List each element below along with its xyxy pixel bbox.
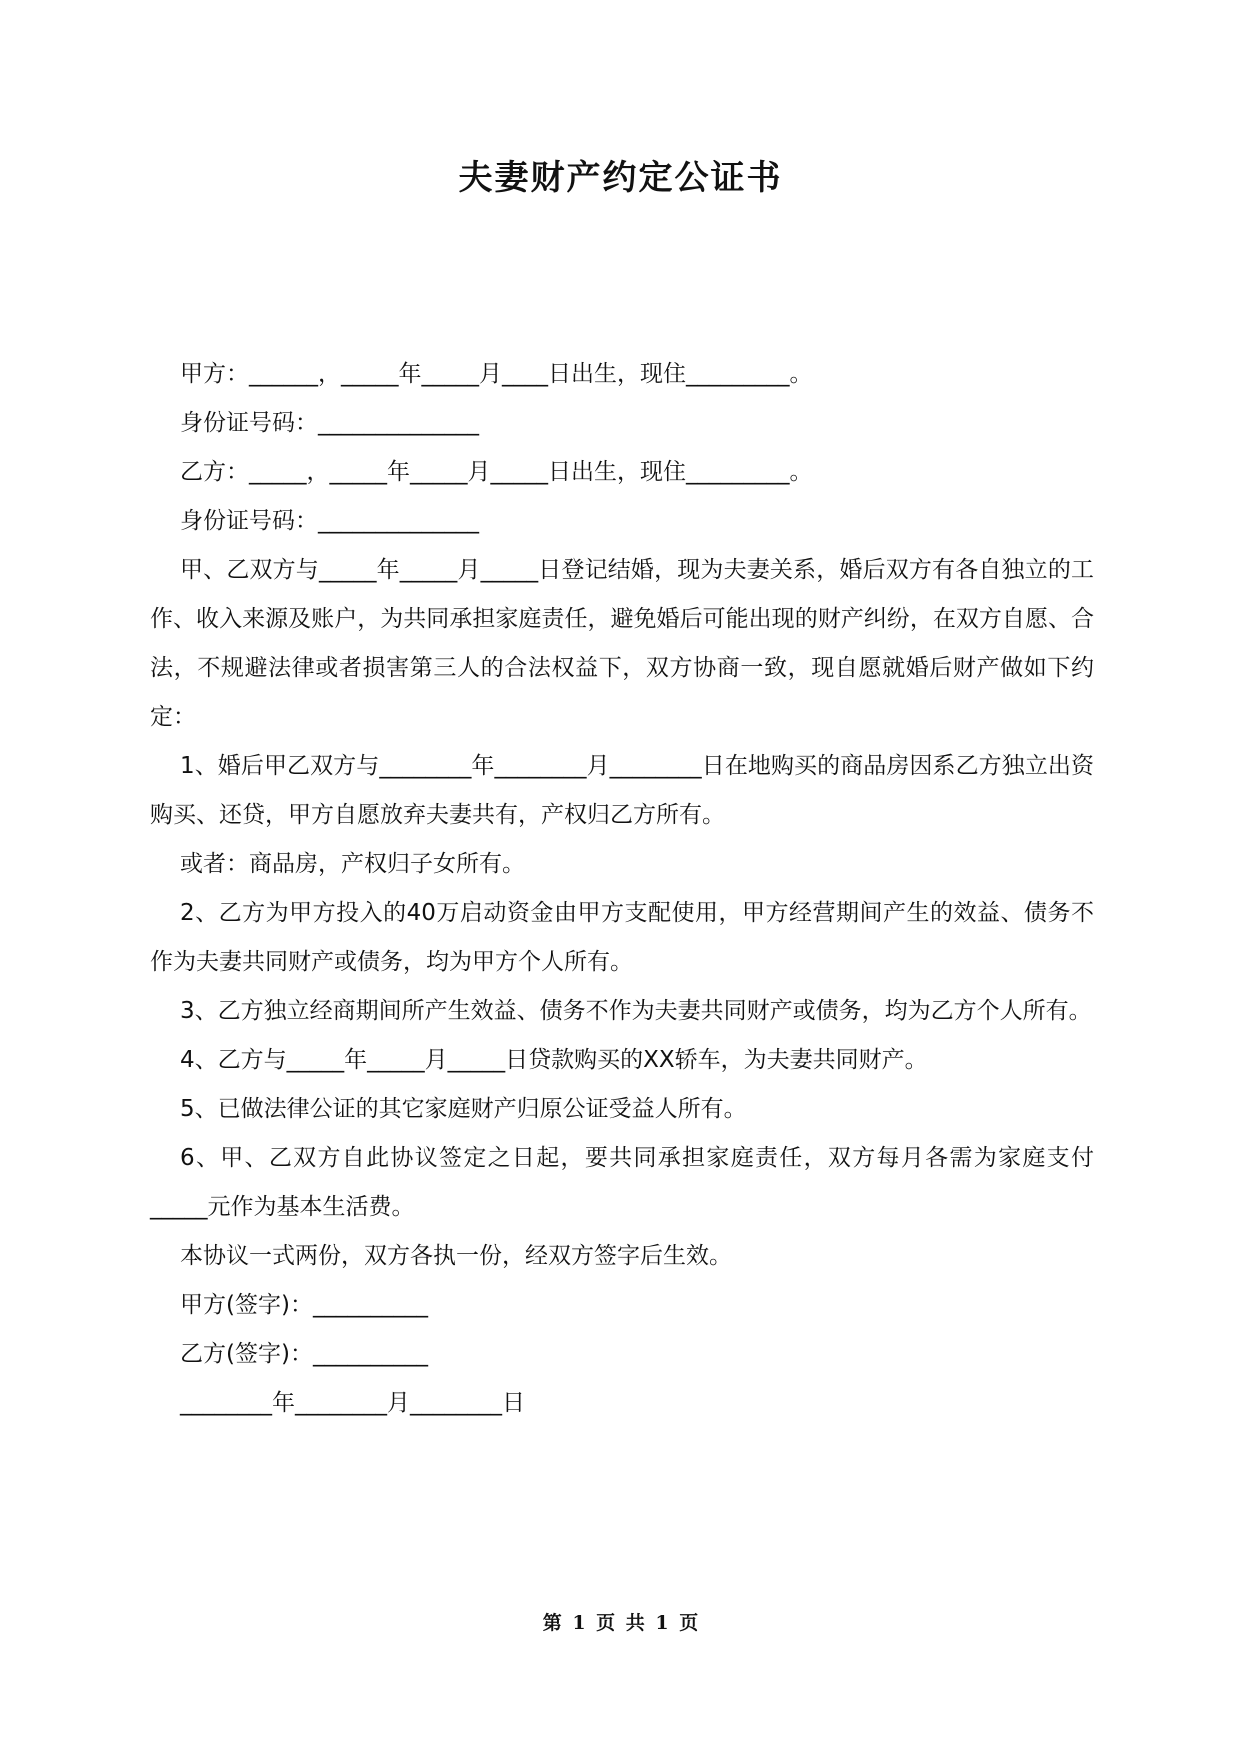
document-title: 夫妻财产约定公证书 [458, 158, 783, 198]
page-number: 第 1 页 共 1 页 [542, 1612, 699, 1634]
party-b-line: 乙方：_____，_____年_____月_____日出生，现住_________。 [180, 459, 813, 485]
effectiveness-clause: 本协议一式两份，双方各执一份，经双方签字后生效。 [180, 1243, 732, 1269]
document-body [150, 350, 1094, 1428]
clause-4: 4、乙方与_____年_____月_____日贷款购买的XX轿车，为夫妻共同财产。 [180, 1047, 928, 1073]
clause-6: 6、甲、乙双方自此协议签定之日起，要共同承担家庭责任，双方每月各需为家庭支付_____元作为基本生活费。 [150, 1145, 1094, 1220]
party-a-line: 甲方：______，_____年_____月____日出生，现住_________。 [180, 361, 813, 387]
party-b-signature-line: 乙方(签字)：__________ [180, 1341, 428, 1367]
party-a-id-line: 身份证号码：______________ [180, 410, 479, 436]
party-b-id-line: 身份证号码：______________ [180, 508, 479, 534]
party-a-signature-line: 甲方(签字)：__________ [180, 1292, 428, 1318]
date-line: ________年________月________日 [180, 1390, 525, 1416]
clause-5: 5、已做法律公证的其它家庭财产归原公证受益人所有。 [180, 1096, 747, 1122]
clause-2: 2、乙方为甲方投入的40万启动资金由甲方支配使用，甲方经营期间产生的效益、债务不作为夫妻共同财产或债务，均为甲方个人所有。 [150, 900, 1094, 975]
clause-1: 1、婚后甲乙双方与________年________月________日在地购买的商品房因系乙方独立出资购买、还贷，甲方自愿放弃夫妻共有，产权归乙方所有。 [150, 753, 1094, 828]
clause-1-alternative: 或者：商品房，产权归子女所有。 [180, 851, 525, 877]
preamble-paragraph: 甲、乙双方与_____年_____月_____日登记结婚，现为夫妻关系，婚后双方有各自独立的工作、收入来源及账户，为共同承担家庭责任，避免婚后可能出现的财产纠纷，在双方自愿、合法，不规避法律或者损害第三人的合法权益下，双方协商一致，现自愿就婚后财产做如下约定： [150, 557, 1094, 730]
clause-3: 3、乙方独立经商期间所产生效益、债务不作为夫妻共同财产或债务，均为乙方个人所有。 [180, 998, 1092, 1024]
